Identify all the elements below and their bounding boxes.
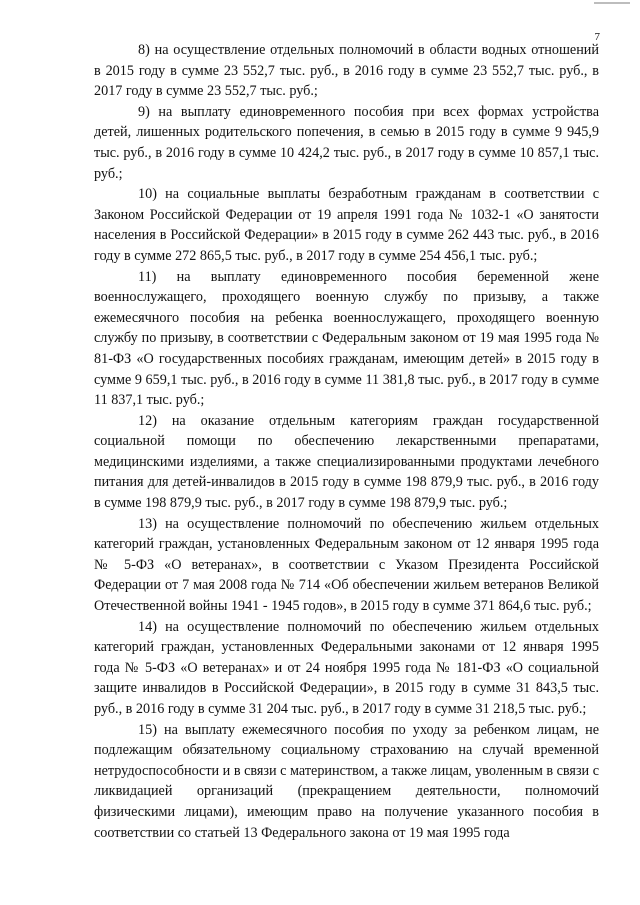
paragraph-item-14: 14) на осуществление полномочий по обеспечению жильем отдельных категорий граждан, установленных Федеральными законами от 12 января 1995 года № 5-ФЗ «О ветеранах» и от 24 ноября 1995 года № 181-ФЗ «О социальной защите инвалидов в Российской Федерации», в 2015 году в сумме 31 843,5 тыс. руб., в 2016 году в сумме 31 204 тыс. руб., в 2017 году в сумме 31 218,5 тыс. руб.; xyxy=(94,618,599,717)
paragraph-item-8: 8) на осуществление отдельных полномочий в области водных отношений в 2015 году в сумме 23 552,7 тыс. руб., в 2016 году в сумме 23 552,7 тыс. руб., в 2017 году в сумме 23 552,7 тыс. руб.; xyxy=(94,42,599,100)
paragraph-item-15: 15) на выплату ежемесячного пособия по уходу за ребенком лицам, не подлежащим обязательному социальному страхованию на случай временной нетрудоспособности и в связи с материнством, а также лицам, уволенным в связи с ликвидацией организаций (прекращением деятельности, полномочий физическими лицами), имеющим право на получение указанного пособия в соответствии со статьей 13 Федерального закона от 19 мая 1995 года xyxy=(94,721,599,841)
page-number: 7 xyxy=(594,31,600,43)
paragraph-item-10: 10) на социальные выплаты безработным гражданам в соответствии с Законом Российской Федерации от 19 апреля 1991 года № 1032-1 «О занятости населения в Российской Федерации» в 2015 году в сумме 262 443 тыс. руб., в 2016 году в сумме 272 865,5 тыс. руб., в 2017 году в сумме 254 456,1 тыс. руб.; xyxy=(94,186,599,264)
document-body xyxy=(94,40,599,843)
scan-edge-mark xyxy=(594,2,630,4)
paragraph-item-12: 12) на оказание отдельным категориям граждан государственной социальной помощи по обеспечению лекарственными препаратами, медицинскими изделиями, а также специализированными продуктами лечебного питания для детей-инвалидов в 2015 году в сумме 198 879,9 тыс. руб., в 2016 году в сумме 198 879,9 тыс. руб., в 2017 году в сумме 198 879,9 тыс. руб.; xyxy=(94,412,599,512)
paragraph-item-11: 11) на выплату единовременного пособия беременной жене военнослужащего, проходящего военную службу по призыву, а также ежемесячного пособия на ребенка военнослужащего, проходящего военную службу по призыву, в соответствии с Федеральным законом от 19 мая 1995 года № 81-ФЗ «О государственных пособиях гражданам, имеющим детей» в 2015 году в сумме 9 659,1 тыс. руб., в 2016 году в сумме 11 381,8 тыс. руб., в 2017 году в сумме 11 837,1 тыс. руб.; xyxy=(94,268,599,409)
paragraph-item-13: 13) на осуществление полномочий по обеспечению жильем отдельных категорий граждан, установленных Федеральным законом от 12 января 1995 года № 5-ФЗ «О ветеранах», в соответствии с Указом Президента Российской Федерации от 7 мая 2008 года № 714 «Об обеспечении жильем ветеранов Великой Отечественной войны 1941 - 1945 годов», в 2015 году в сумме 371 864,6 тыс. руб.; xyxy=(94,515,599,615)
paragraph-item-9: 9) на выплату единовременного пособия при всех формах устройства детей, лишенных родительского попечения, в семью в 2015 году в сумме 9 945,9 тыс. руб., в 2016 году в сумме 10 424,2 тыс. руб., в 2017 году в сумме 10 857,1 тыс. руб.; xyxy=(94,103,599,182)
